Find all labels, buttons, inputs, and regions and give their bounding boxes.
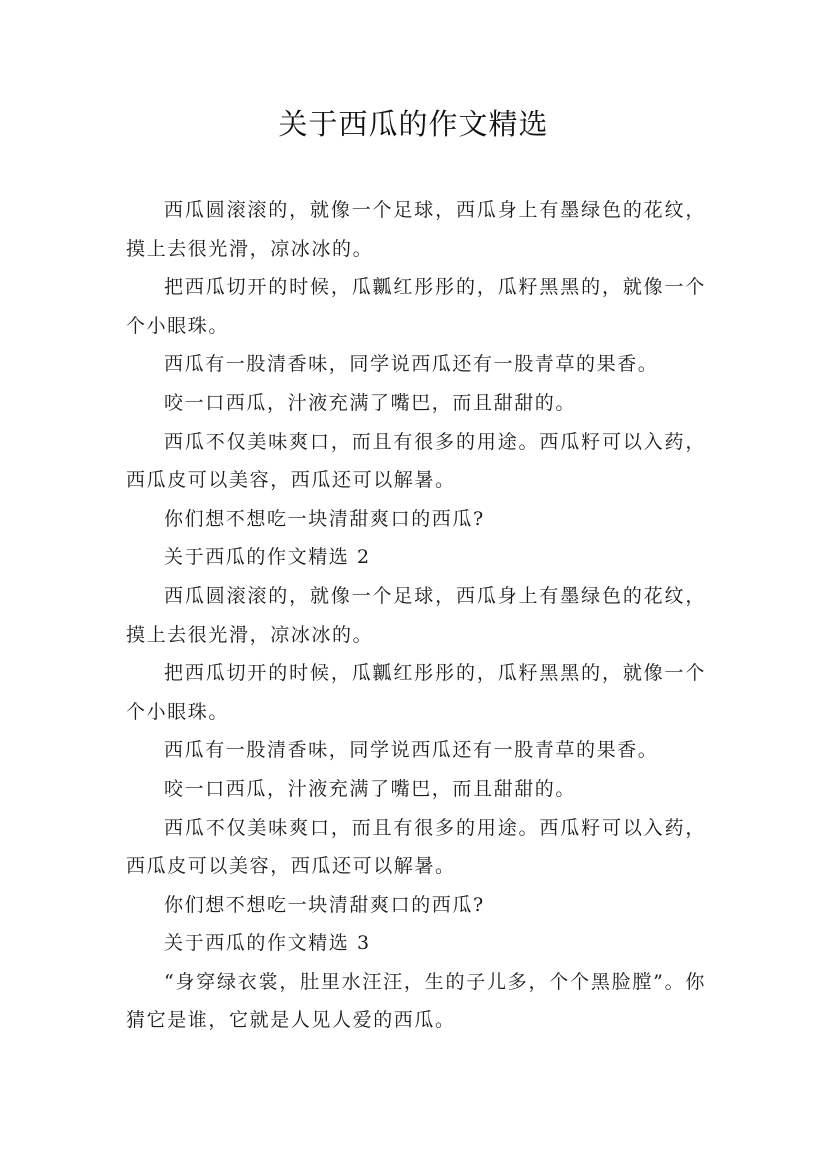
paragraph: 咬一口西瓜，汁液充满了嘴巴，而且甜甜的。	[164, 391, 577, 414]
paragraph: 西瓜圆滚滚的，就像一个足球，西瓜身上有墨绿色的花纹，摸上去很光滑，凉冰冰的。	[126, 584, 706, 646]
paragraph: 西瓜有一股清香味，同学说西瓜还有一股青草的果香。	[164, 739, 659, 762]
paragraph: 咬一口西瓜，汁液充满了嘴巴，而且甜甜的。	[164, 777, 577, 800]
paragraph: 西瓜有一股清香味，同学说西瓜还有一股青草的果香。	[164, 353, 659, 376]
section-heading: 关于西瓜的作文精选 2	[164, 546, 371, 569]
paragraph: “身穿绿衣裳，肚里水汪汪，生的子儿多，个个黑脸膛”。你猜它是谁，它就是人见人爱的西瓜。	[126, 970, 706, 1032]
paragraph: 你们想不想吃一块清甜爽口的西瓜?	[164, 507, 485, 530]
document-title: 关于西瓜的作文精选	[278, 107, 549, 141]
paragraph: 你们想不想吃一块清甜爽口的西瓜?	[164, 893, 485, 916]
paragraph: 西瓜圆滚滚的，就像一个足球，西瓜身上有墨绿色的花纹，摸上去很光滑，凉冰冰的。	[126, 199, 706, 260]
document-body	[126, 191, 706, 1040]
paragraph: 把西瓜切开的时候，瓜瓤红彤彤的，瓜籽黑黑的，就像一个个小眼珠。	[126, 276, 706, 337]
paragraph: 西瓜不仅美味爽口，而且有很多的用途。西瓜籽可以入药，西瓜皮可以美容，西瓜还可以解暑。	[126, 816, 706, 878]
paragraph: 把西瓜切开的时候，瓜瓤红彤彤的，瓜籽黑黑的，就像一个个小眼珠。	[126, 662, 706, 723]
section-heading: 关于西瓜的作文精选 3	[164, 932, 371, 955]
paragraph: 西瓜不仅美味爽口，而且有很多的用途。西瓜籽可以入药，西瓜皮可以美容，西瓜还可以解暑。	[126, 430, 706, 492]
